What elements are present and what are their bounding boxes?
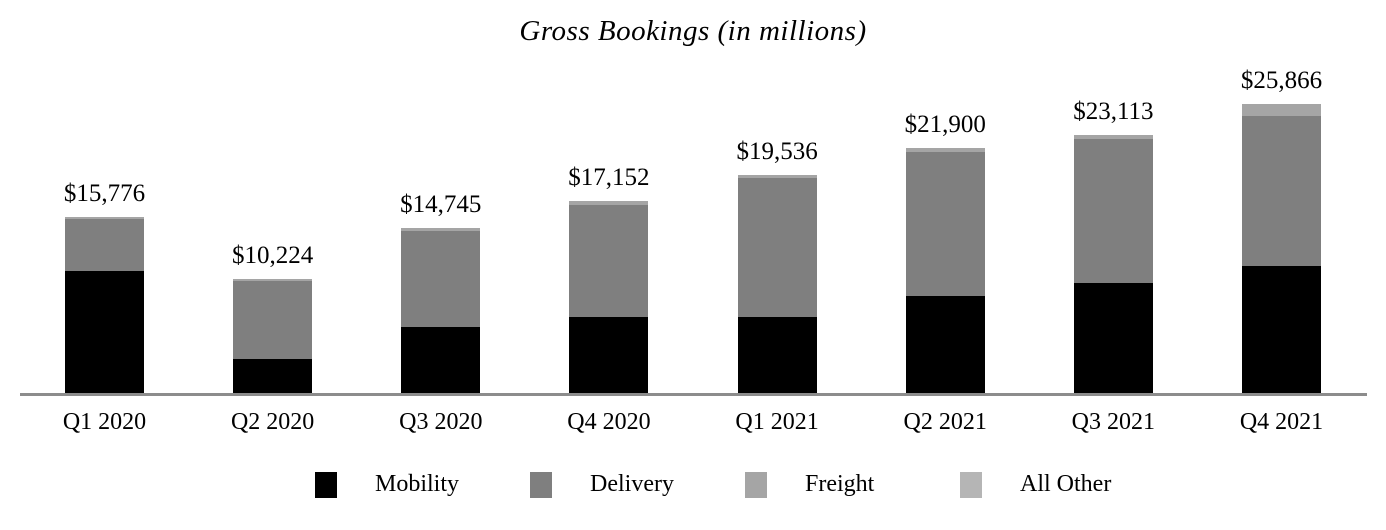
bar-group-q1-2020 [65, 180, 144, 393]
legend-swatch-all-other [960, 472, 982, 498]
legend-swatch-mobility [315, 472, 337, 498]
bar-stack [1242, 104, 1321, 393]
x-axis-line [20, 393, 1367, 396]
x-axis-label-text: Q3 2020 [399, 409, 483, 435]
x-axis-label-text: Q2 2021 [903, 409, 987, 435]
x-axis-label-text: Q2 2020 [230, 409, 315, 435]
bar-group-q3-2020 [401, 191, 480, 393]
x-axis-label-text: Q1 2020 [62, 409, 147, 435]
bar-total-label: $15,776 [63, 179, 146, 207]
x-axis-label-q1-2020 [62, 409, 147, 436]
bar-segment-mobility [738, 317, 817, 393]
x-axis-label-q2-2021 [903, 409, 987, 436]
legend-item-freight [745, 471, 960, 498]
bar-stack [906, 148, 985, 393]
legend-item-mobility [315, 471, 530, 498]
x-axis-label-text: Q4 2021 [1239, 409, 1324, 435]
bar-total-label: $23,113 [1073, 97, 1154, 125]
bar-segment-delivery [65, 219, 144, 271]
legend-label: Mobility [375, 471, 460, 497]
bar-stack [569, 201, 648, 393]
bar-segment-mobility [401, 327, 480, 393]
bar-total-label: $14,745 [400, 191, 482, 219]
bar-segment-delivery [1074, 139, 1153, 282]
bar-segment-delivery [401, 231, 480, 327]
bar-group-q2-2021 [906, 111, 985, 393]
bar-stack [1074, 135, 1153, 393]
bar-group-q2-2020 [233, 242, 312, 393]
bar-group-q4-2021 [1242, 67, 1321, 393]
bar-segment-mobility [65, 271, 144, 393]
x-axis-label-text: Q3 2021 [1071, 409, 1156, 435]
bar-segment-delivery [233, 281, 312, 359]
x-axis-label-q3-2021 [1071, 409, 1156, 436]
bar-total-label: $19,536 [736, 137, 818, 165]
bar-stack [401, 228, 480, 393]
bar-segment-delivery [1242, 116, 1321, 266]
bar-segment-delivery [738, 178, 817, 317]
x-axis-label-q1-2021 [735, 409, 819, 436]
x-axis-labels [62, 409, 1324, 436]
x-axis-label-text: Q4 2020 [567, 409, 651, 435]
bars-area [65, 67, 1321, 393]
chart-title: Gross Bookings (in millions) [519, 15, 867, 47]
bar-segment-mobility [1074, 283, 1153, 394]
bar-total-label: $17,152 [568, 164, 650, 192]
legend-swatch-delivery [530, 472, 552, 498]
bar-segment-mobility [569, 317, 648, 393]
legend-label: All Other [1020, 471, 1112, 497]
bar-group-q3-2021 [1074, 98, 1153, 393]
bar-segment-mobility [233, 359, 312, 393]
bar-segment-mobility [1242, 266, 1321, 393]
bar-segment-delivery [906, 152, 985, 296]
bar-stack [65, 217, 144, 393]
x-axis-label-text: Q1 2021 [735, 409, 819, 435]
bar-group-q4-2020 [569, 164, 648, 393]
x-axis-label-q4-2021 [1239, 409, 1324, 436]
bar-stack [233, 279, 312, 393]
x-axis-label-q2-2020 [230, 409, 315, 436]
bar-segment-freight [1242, 104, 1321, 116]
bar-total-label: $21,900 [904, 111, 986, 139]
legend-item-delivery [530, 471, 745, 498]
bar-stack [738, 175, 817, 393]
legend [315, 471, 1175, 498]
legend-item-all-other [960, 471, 1175, 498]
bar-group-q1-2021 [738, 138, 817, 393]
legend-label: Freight [805, 471, 875, 497]
bar-segment-mobility [906, 296, 985, 393]
bar-segment-delivery [569, 205, 648, 317]
bar-total-label: $10,224 [232, 241, 314, 269]
x-axis-label-q4-2020 [567, 409, 651, 436]
bar-total-label: $25,866 [1240, 66, 1323, 94]
legend-swatch-freight [745, 472, 767, 498]
x-axis-label-q3-2020 [399, 409, 483, 436]
legend-label: Delivery [590, 471, 674, 497]
